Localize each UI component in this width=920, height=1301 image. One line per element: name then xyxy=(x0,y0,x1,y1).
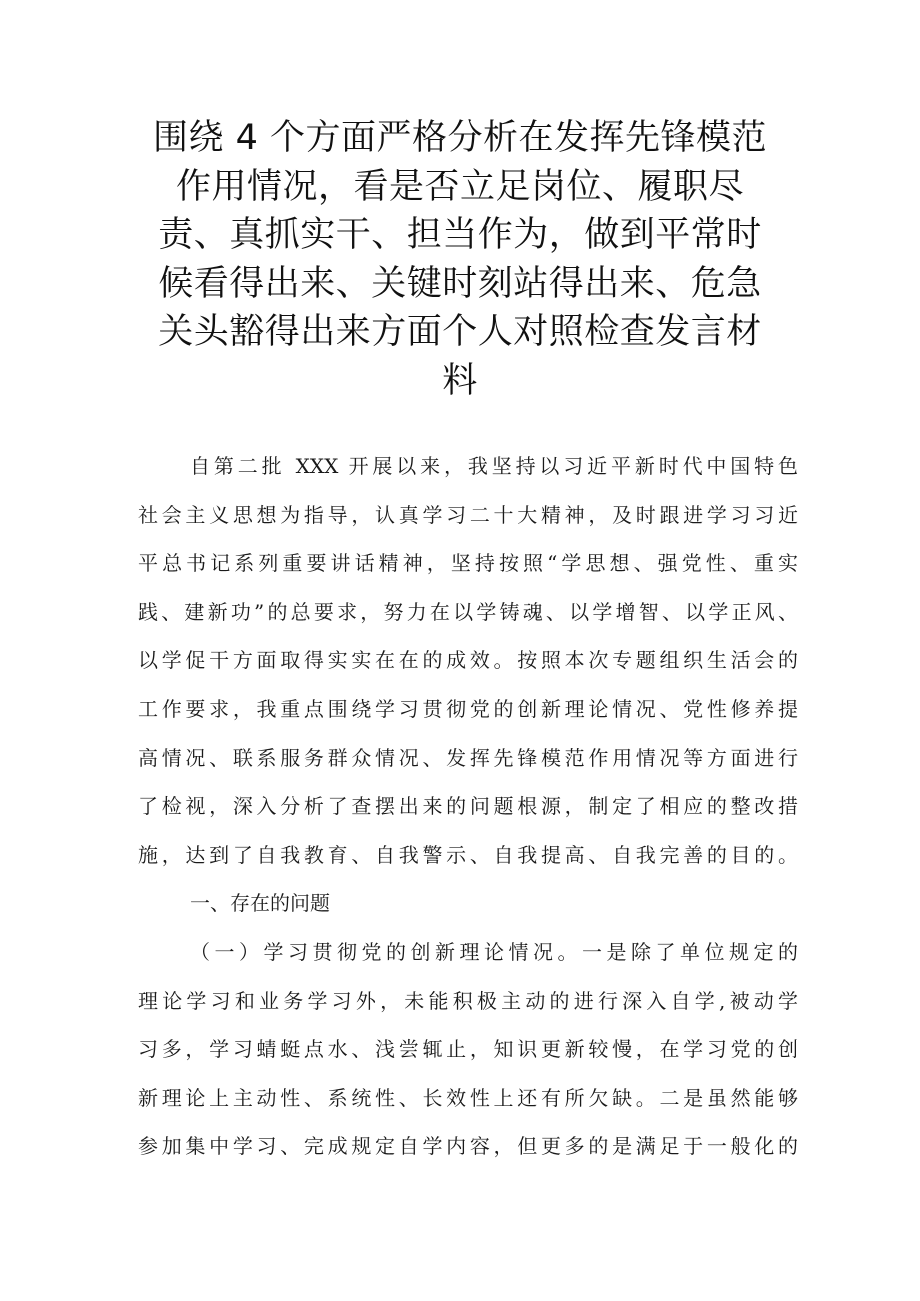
title-line: 责、真抓实干、担当作为，做到平常时 xyxy=(158,215,762,255)
paragraph-line: 自第二批 XXX 开展以来，我坚持以习近平新时代中国特色 xyxy=(190,454,798,478)
title-line: 料 xyxy=(442,360,478,401)
paragraph-line: 高情况、联系服务群众情况、发挥先锋模范作用情况等方面进行 xyxy=(138,745,798,770)
document-body xyxy=(138,442,798,1171)
paragraph-line: 理论学习和业务学习外，未能积极主动的进行深入自学,被动学 xyxy=(138,988,798,1013)
paragraph-line: 平总书记系列重要讲话精神，坚持按照“学思想、强党性、重实 xyxy=(138,551,798,576)
paragraph-line: （一）学习贯彻党的创新理论情况。一是除了单位规定的 xyxy=(190,939,798,964)
title-line: 围绕 4 个方面严格分析在发挥先锋模范 xyxy=(152,118,768,158)
paragraph-line: 施，达到了自我教育、自我警示、自我提高、自我完善的目的。 xyxy=(138,842,798,867)
title-line: 关头豁得出来方面个人对照检查发言材 xyxy=(158,312,762,352)
paragraph-line: 以学促干方面取得实实在在的成效。按照本次专题组织生活会的 xyxy=(138,648,798,673)
paragraph-line: 新理论上主动性、系统性、长效性上还有所欠缺。二是虽然能够 xyxy=(138,1085,798,1110)
title-line: 作用情况，看是否立足岗位、履职尽 xyxy=(175,166,744,207)
paragraph-line: 参加集中学习、完成规定自学内容，但更多的是满足于一般化的 xyxy=(138,1134,798,1159)
intro-paragraph xyxy=(138,442,798,879)
paragraph-line: 习多，学习蜻蜓点水、浅尝辄止，知识更新较慢，在学习党的创 xyxy=(138,1037,798,1062)
paragraph-line: 社会主义思想为指导，认真学习二十大精神，及时跟进学习习近 xyxy=(138,502,798,527)
paragraph-line: 了检视，深入分析了查摆出来的问题根源，制定了相应的整改措 xyxy=(138,794,798,819)
document-title xyxy=(140,114,780,405)
section-heading: 一、存在的问题 xyxy=(190,891,330,916)
paragraph-line: 工作要求，我重点围绕学习贯彻党的创新理论情况、党性修养提 xyxy=(138,696,798,721)
title-line: 候看得出来、关键时刻站得出来、危急 xyxy=(158,263,762,304)
paragraph-line: 践、建新功”的总要求，努力在以学铸魂、以学增智、以学正风、 xyxy=(138,599,798,624)
section-paragraph xyxy=(138,928,798,1171)
